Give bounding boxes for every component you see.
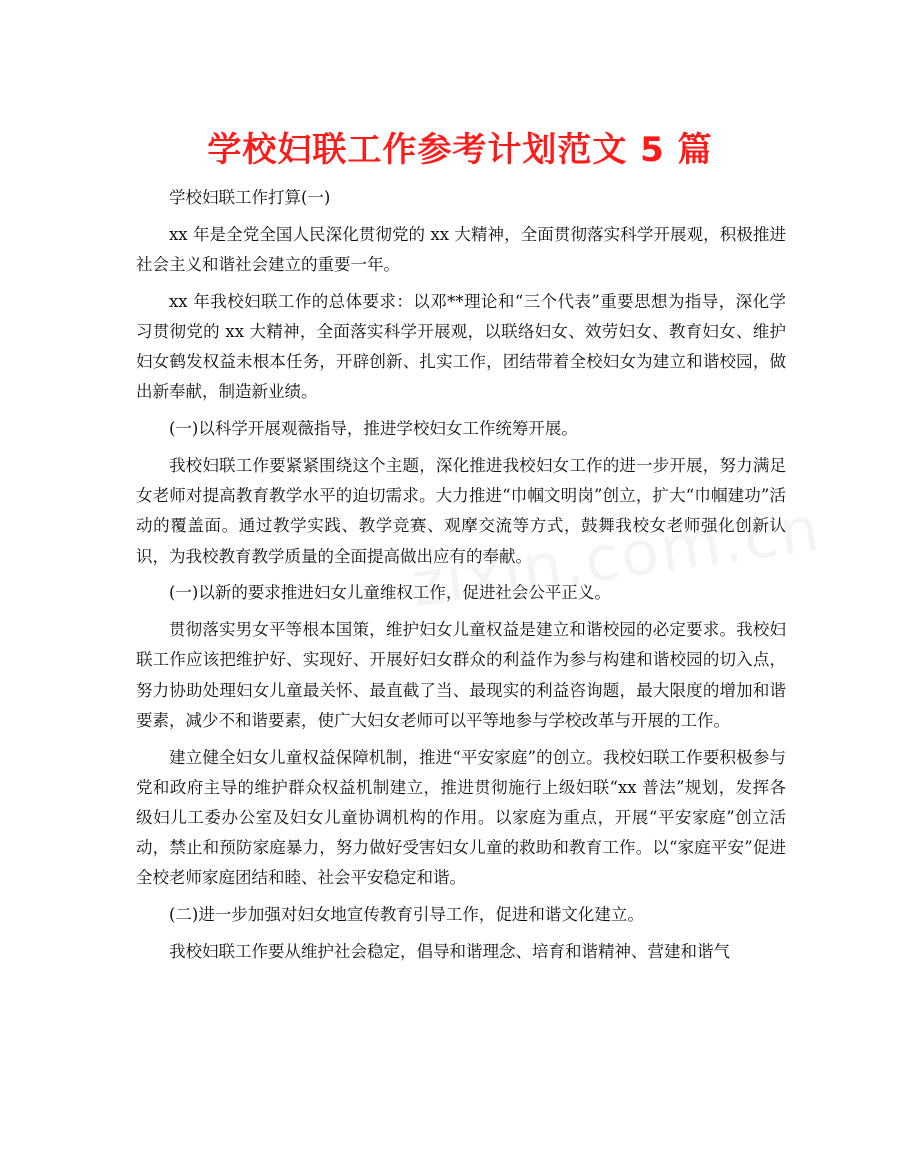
paragraph: 我校妇联工作要紧紧围绕这个主题，深化推进我校妇女工作的进一步开展，努力满足女老师对提高教育教学水平的迫切需求。大力推进“巾帼文明岗”创立，扩大“巾帼建功”活动的覆盖面。通过教学实践、教学竞赛、观摩交流等方式，鼓舞我校女老师强化创新认识，为我校教育教学质量的全面提高做出应有的奉献。 — [136, 456, 786, 566]
paragraph: 贯彻落实男女平等根本国策，维护妇女儿童权益是建立和谐校园的必定要求。我校妇联工作应该把维护好、实现好、开展好妇女群众的利益作为参与构建和谐校园的切入点，努力协助处理妇女儿童最关怀、最直截了当、最现实的利益咨询题，最大限度的增加和谐要素，减少不和谐要素，使广大妇女老师可以平等地参与学校改革与开展的工作。 — [136, 620, 786, 730]
paragraph: 建立健全妇女儿童权益保障机制，推进“平安家庭”的创立。我校妇联工作要积极参与党和政府主导的维护群众权益机制建立，推进贯彻施行上级妇联“xx 普法”规划，发挥各级妇儿工委办公室及妇女儿童协调机构的作用。以家庭为重点，开展“平安家庭”创立活动，禁止和预防家庭暴力，努力做好受害妇女儿童的救助和教育工作。以“家庭平安”促进全校老师家庭团结和睦、社会平安稳定和谐。 — [136, 747, 786, 888]
section-heading: 学校妇联工作打算(一) — [169, 188, 331, 207]
section-heading: (二)进一步加强对妇女地宣传教育引导工作，促进和谐文化建立。 — [169, 905, 644, 925]
document-body — [136, 183, 786, 974]
paragraph: xx 年我校妇联工作的总体要求：以邓**理论和“三个代表”重要思想为指导，深化学习贯彻党的 xx 大精神，全面落实科学开展观，以联络妇女、效劳妇女、教育妇女、维护妇女鹤发权益未根本任务，开辟创新、扎实工作，团结带着全校妇女为建立和谐校园，做出新奉献，制造新业绩。 — [136, 291, 786, 402]
section-heading: (一)以科学开展观薇指导，推进学校妇女工作统筹开展。 — [169, 419, 578, 439]
paragraph: xx 年是全党全国人民深化贯彻党的 xx 大精神，全面贯彻落实科学开展观，积极推进社会主义和谐社会建立的重要一年。 — [136, 224, 786, 274]
paragraph: 我校妇联工作要从维护社会稳定，倡导和谐理念、培育和谐精神、营建和谐气 — [169, 942, 730, 962]
document-title: 学校妇联工作参考计划范文 5 篇 — [207, 130, 713, 170]
section-heading: (一)以新的要求推进妇女儿童维权工作，促进社会公平正义。 — [169, 583, 611, 603]
